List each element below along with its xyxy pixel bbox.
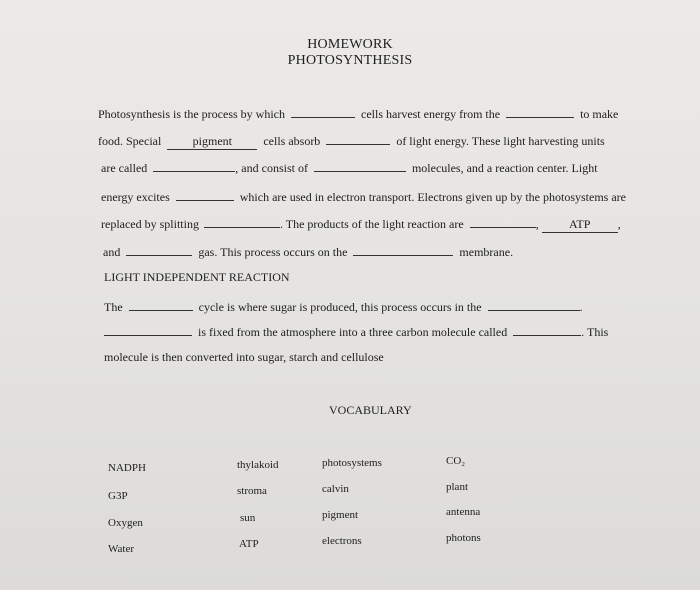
blank-6 bbox=[176, 188, 234, 201]
para2-line-1 bbox=[104, 298, 583, 315]
answer-pigment: pigment bbox=[167, 134, 257, 150]
blank-12 bbox=[488, 298, 580, 311]
vocab-item: pigment bbox=[322, 509, 359, 521]
text: cycle is where sugar is produced, this process occurs in the bbox=[198, 300, 482, 314]
vocab-item: CO₂ bbox=[446, 455, 466, 467]
blank-2 bbox=[506, 105, 574, 118]
text: membrane. bbox=[459, 245, 514, 259]
text: cells harvest energy from the bbox=[361, 107, 501, 121]
vocab-item: photons bbox=[446, 532, 481, 544]
blank-5 bbox=[314, 159, 406, 172]
para2-line-2 bbox=[104, 323, 608, 340]
vocab-item: Water bbox=[108, 543, 134, 555]
para-line-5 bbox=[101, 215, 621, 233]
vocab-item: thylakoid bbox=[237, 459, 279, 471]
vocab-item: Oxygen bbox=[108, 517, 143, 529]
vocab-item: plant bbox=[446, 481, 468, 493]
text: and bbox=[103, 245, 121, 259]
title-photosynthesis: PHOTOSYNTHESIS bbox=[287, 53, 413, 68]
text: is fixed from the atmosphere into a three carbon molecule called bbox=[198, 325, 508, 339]
blank-3 bbox=[326, 132, 390, 145]
text: to make bbox=[580, 107, 619, 121]
text: are called bbox=[101, 161, 148, 175]
vocab-item: photosystems bbox=[322, 457, 382, 469]
para2-line-3: molecule is then converted into sugar, starch and cellulose bbox=[104, 350, 384, 364]
text: of light energy. These light harvesting units bbox=[396, 134, 605, 148]
text: food. Special bbox=[98, 134, 162, 148]
text: . This bbox=[581, 325, 609, 339]
blank-11 bbox=[129, 298, 193, 311]
text: energy excites bbox=[101, 190, 170, 204]
vocab-item: ATP bbox=[239, 538, 259, 550]
text: , and consist of bbox=[235, 161, 308, 175]
title-homework: HOMEWORK bbox=[307, 37, 393, 52]
text: , bbox=[617, 217, 621, 231]
vocab-item: electrons bbox=[322, 535, 362, 547]
section-heading: LIGHT INDEPENDENT REACTION bbox=[104, 270, 290, 284]
para-line-1 bbox=[98, 105, 618, 122]
vocab-heading: VOCABULARY bbox=[329, 403, 412, 417]
vocab-item: sun bbox=[240, 512, 256, 524]
para-line-4 bbox=[101, 188, 626, 205]
text: replaced by splitting bbox=[101, 217, 199, 231]
blank-9 bbox=[126, 243, 192, 256]
blank-14 bbox=[513, 323, 581, 336]
blank-13 bbox=[104, 323, 192, 336]
vocab-item: antenna bbox=[446, 506, 481, 518]
answer-atp: ATP bbox=[542, 217, 618, 233]
vocab-item: G3P bbox=[108, 490, 128, 502]
text: gas. This process occurs on the bbox=[198, 245, 348, 259]
text: . The products of the light reaction are bbox=[279, 217, 464, 231]
blank-7 bbox=[204, 215, 280, 228]
vocab-item: calvin bbox=[322, 483, 349, 495]
vocab-item: stroma bbox=[237, 485, 267, 497]
text: . bbox=[579, 300, 583, 314]
para-line-2 bbox=[98, 132, 605, 150]
vocab-item: NADPH bbox=[108, 462, 146, 474]
text: , bbox=[535, 217, 539, 231]
para-line-6 bbox=[103, 243, 513, 260]
text: The bbox=[104, 300, 123, 314]
blank-8 bbox=[470, 215, 536, 228]
blank-4 bbox=[153, 159, 235, 172]
text: cells absorb bbox=[263, 134, 321, 148]
text: Photosynthesis is the process by which bbox=[98, 107, 285, 121]
blank-10 bbox=[353, 243, 453, 256]
text: molecules, and a reaction center. Light bbox=[411, 161, 598, 175]
text: which are used in electron transport. Electrons given up by the photosystems are bbox=[239, 190, 626, 204]
para-line-3 bbox=[101, 159, 598, 176]
blank-1 bbox=[291, 105, 355, 118]
